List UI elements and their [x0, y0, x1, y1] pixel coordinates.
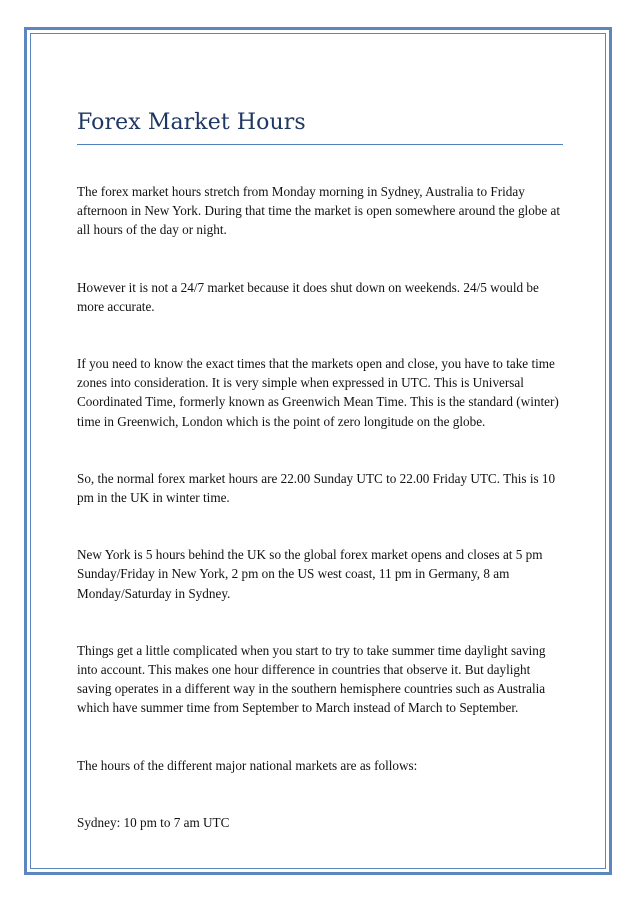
page-title: Forex Market Hours [77, 110, 306, 135]
document-body [77, 104, 563, 832]
paragraph-sydney-hours: Sydney: 10 pm to 7 am UTC [77, 814, 230, 830]
paragraph-normal-hours: So, the normal forex market hours are 22.00 Sunday UTC to 22.00 Friday UTC. This is 10 pm in the UK in winter time. [77, 470, 556, 506]
paragraph-daylight-saving: Things get a little complicated when you start to try to take summer time daylight saving into account. This makes one hour difference in countries that observe it. But daylight saving operates in a different way in the southern hemisphere countries such as Australia which have summer time from September to March instead of March to September. [77, 642, 546, 716]
paragraph-market-hours-intro: The forex market hours stretch from Monday morning in Sydney, Australia to Friday afternoon in New York. During that time the market is open somewhere around the globe at all hours of the day or night. [77, 184, 561, 238]
paragraph-time-zones-utc: If you need to know the exact times that the markets open and close, you have to take time zones into consideration. It is very simple when expressed in UTC. This is Universal Coordinated Time, formerly known as Greenwich Mean Time. This is the standard (winter) time in Greenwich, London which is the point of zero longitude on the globe. [77, 356, 559, 429]
paragraph-new-york-offset: New York is 5 hours behind the UK so the global forex market opens and closes at 5 pm Sunday/Friday in New York, 2 pm on the US west coast, 11 pm in Germany, 8 am Monday/Saturday in Sydney. [77, 547, 543, 601]
paragraph-24-5-market: However it is not a 24/7 market because it does shut down on weekends. 24/5 would be more accurate. [77, 279, 539, 314]
paragraph-market-list-intro: The hours of the different major national markets are as follows: [77, 757, 418, 773]
title-underline-rule [77, 144, 563, 145]
